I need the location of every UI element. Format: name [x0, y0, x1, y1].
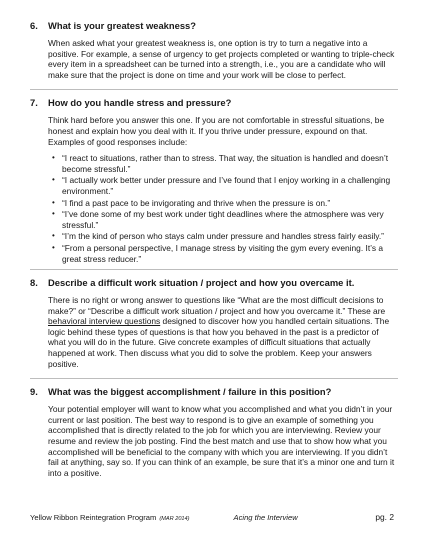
list-item-text: “From a personal perspective, I manage stress by visiting the gym every evening. It’s a great stress reducer.”: [62, 242, 384, 264]
question-7-title: How do you handle stress and pressure?: [48, 97, 232, 109]
footer-program-name: [30, 513, 190, 524]
section-divider: [30, 269, 398, 270]
question-6-answer: When asked what your greatest weakness is, one option is try to turn a negative into a positive. For example, a sense of urgency to get projects completed or wanting to triple-check every item in a spreadsheet can be turned into a strength, i.e., you are a candidate who will make sure that the project is done on time and your work will be close to perfect.: [48, 38, 395, 80]
behavioral-questions-link[interactable]: behavioral interview questions: [48, 316, 161, 327]
bullet-icon: •: [52, 197, 55, 207]
question-8-answer: [48, 295, 398, 373]
question-9-answer: Your potential employer will want to know what you accomplished and what you didn’t in your current or last position. The best way to respond is to give an example of something you accomplished that is directly related to the job for which you are interviewing. Review your resume and review the job posting. Find the best match and use that to show how what you accomplished will be beneficial to the company with which you are interviewing. If you didn’t fail at anything, say so. If you can think of an example, be sure that it’s a minor one and turn it into a positive.: [48, 404, 395, 478]
question-8: [30, 277, 398, 373]
question-7-heading: [30, 97, 398, 109]
footer-program-text: Yellow Ribbon Reintegration Program: [30, 513, 157, 522]
bullet-icon: •: [52, 242, 55, 252]
list-item: [48, 175, 398, 196]
list-item-text: “I find a past pace to be invigorating and thrive when the pressure is on.”: [62, 197, 331, 208]
list-item: [48, 198, 398, 209]
page-number: pg. 2: [375, 512, 394, 522]
question-9: [30, 386, 398, 482]
footer-date: (MAR 2014): [159, 516, 190, 522]
question-8-heading: [30, 277, 398, 289]
list-item-text: “I react to situations, rather than to stress. That way, the situation is handled and doesn’t become stressful.”: [62, 153, 389, 174]
bullet-icon: •: [52, 175, 55, 185]
question-6-number: 6.: [30, 20, 38, 31]
list-item: [48, 209, 398, 230]
footer-guide-title: Acing the Interview: [233, 513, 298, 522]
question-8-number: 8.: [30, 277, 38, 289]
list-item-text: “I’m the kind of person who stays calm under pressure and handles stress fairly easily.”: [62, 231, 384, 242]
section-divider: [30, 89, 398, 90]
list-item: [48, 231, 398, 242]
page-footer: [30, 512, 394, 524]
bullet-icon: •: [52, 153, 55, 163]
question-9-number: 9.: [30, 386, 38, 398]
question-7: [30, 97, 398, 264]
list-item: [48, 243, 398, 264]
question-6-title: What is your greatest weakness?: [48, 20, 196, 31]
list-item-text: “I’ve done some of my best work under tight deadlines where the atmosphere was very stressful.”: [62, 209, 384, 230]
answer-text-end: designed to discover how you handled certain situations. The logic behind these types of questions is that how you behaved in the past is a predictor of what you will do in the future. Give concrete examples of difficult situations that actually happened at work. Then discuss what you did to solve the problem. Keep your answers positive.: [48, 316, 390, 369]
question-7-answer: Think hard before you answer this one. If you are not comfortable in stressful situations, be honest and explain how you deal with it. If you thrive under pressure, expound on that. Examples of good responses include:: [48, 115, 385, 147]
bullet-icon: •: [52, 209, 55, 219]
list-item-text: “I actually work better under pressure and I’ve found that I enjoy working in a challenging environment.”: [62, 175, 391, 196]
question-9-title: What was the biggest accomplishment / failure in this position?: [48, 386, 332, 398]
question-7-number: 7.: [30, 97, 38, 109]
section-divider: [30, 378, 398, 379]
example-responses-list: [48, 153, 398, 264]
question-8-title: Describe a difficult work situation / project and how you overcame it.: [48, 277, 355, 289]
question-6-heading: [30, 20, 398, 32]
question-9-heading: [30, 386, 398, 398]
answer-text-start: There is no right or wrong answer to questions like “What are the most difficult decisions to make?” or “Describe a difficult work situation / project and how you overcame it.” These are: [48, 295, 386, 316]
question-6: [30, 20, 398, 84]
bullet-icon: •: [52, 231, 55, 241]
list-item: [48, 153, 398, 174]
